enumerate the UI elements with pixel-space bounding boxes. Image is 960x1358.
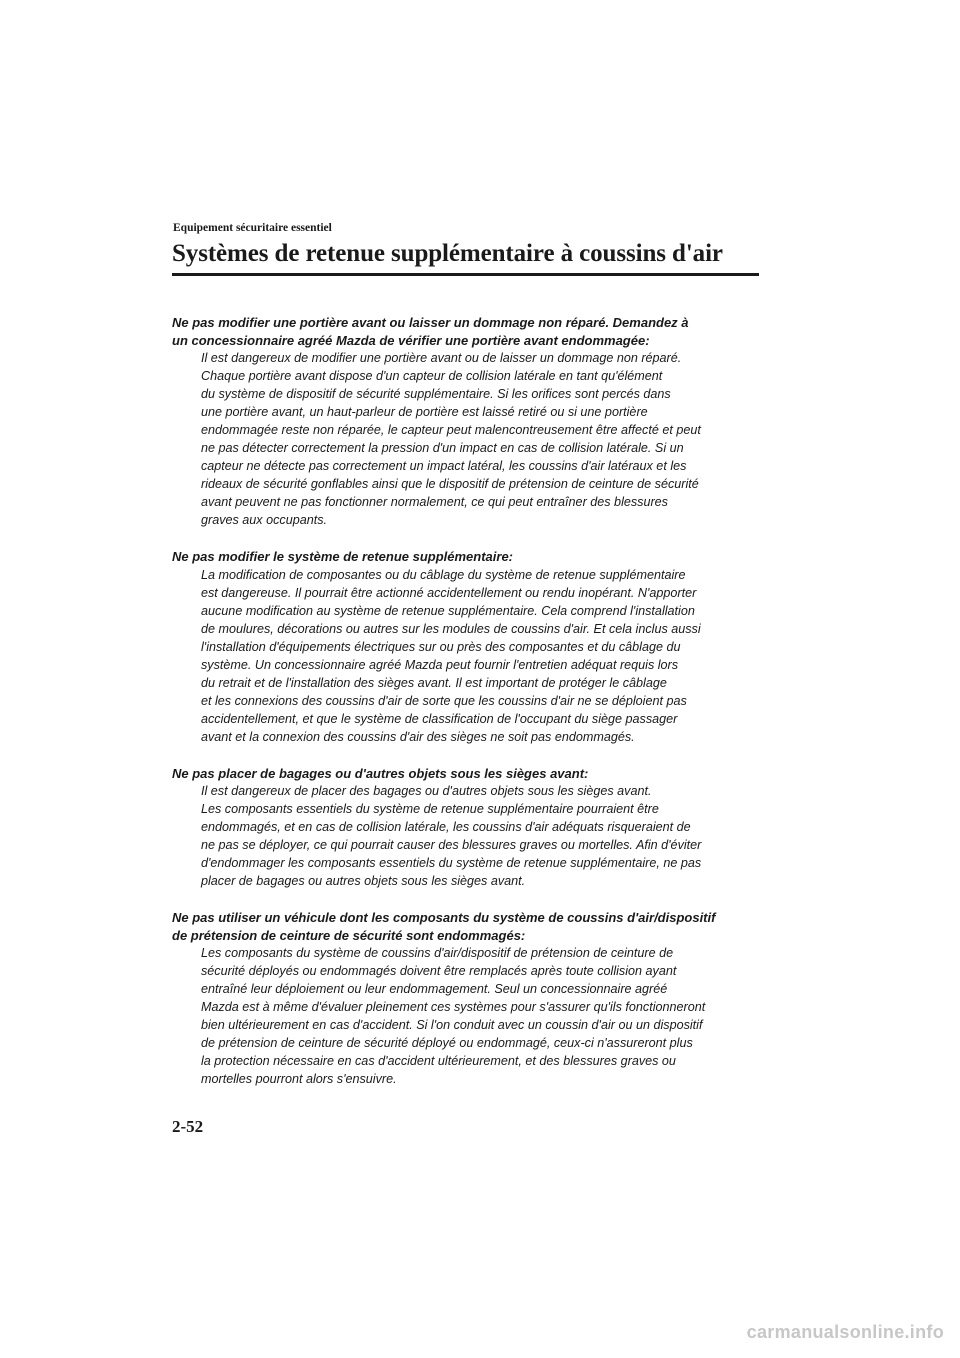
warning-srs-modification — [172, 548, 772, 746]
title-divider — [172, 273, 759, 276]
warnings-content — [172, 314, 772, 1107]
page-title: Systèmes de retenue supplémentaire à coussins d'air — [172, 240, 723, 267]
warning-body: La modification de composantes ou du câblage du système de retenue supplémentaire est dangereuse. Il pourrait être actionné accidentellement ou rendu inopérant. N'apporter aucune modification au système de retenue supplémentaire. Cela comprend l'installation de moulures, décorations ou autres sur les modules de coussins d'air. Et cela inclus aussi l'installation d'équipements électriques sur ou près des composantes et du câblage du système. Un concessionnaire agréé Mazda peut fournir l'entretien adéquat requis lors du retrait et de l'installation des sièges avant. Il est important de protéger le câblage et les connexions des coussins d'air de sorte que les coussins d'air ne se déploient pas accidentellement, et que le système de classification de l'occupant du siège passager avant et la connexion des coussins d'air des sièges ne soit pas endommagés. — [201, 567, 701, 744]
warning-heading: Ne pas modifier une portière avant ou laisser un dommage non réparé. Demandez à un concessionnaire agréé Mazda de vérifier une portière avant endommagée: — [172, 315, 689, 348]
warning-body: Il est dangereux de placer des bagages ou d'autres objets sous les sièges avant. Les composants essentiels du système de retenue supplémentaire pourraient être endommagés, et en cas de collision latérale, les coussins d'air adéquats risqueraient de ne pas se déployer, ce qui pourrait causer des blessures graves ou mortelles. Afin d'éviter d'endommager les composants essentiels du système de retenue supplémentaire, ne pas placer de bagages ou autres objets sous les sièges avant. — [201, 784, 702, 888]
warning-objects-under-seats — [172, 765, 772, 891]
watermark: carmanualsonline.info — [746, 1322, 944, 1342]
section-label: Equipement sécuritaire essentiel — [173, 222, 332, 234]
warning-body: Il est dangereux de modifier une portière avant ou de laisser un dommage non réparé. Chaque portière avant dispose d'un capteur de collision latérale en tant qu'élément du système de dispositif de sécurité supplémentaire. Si les orifices sont percés dans une portière avant, un haut-parleur de portière est laissé retiré ou si une portière endommagée reste non réparée, le capteur peut malencontreusement être affecté et peut ne pas détecter correctement la pression d'un impact en cas de collision latérale. Si un capteur ne détecte pas correctement un impact latéral, les coussins d'air latéraux et les rideaux de sécurité gonflables ainsi que le dispositif de prétension de ceinture de sécurité avant peuvent ne pas fonctionner normalement, ce qui peut entraîner des blessures graves aux occupants. — [201, 351, 701, 527]
warning-heading: Ne pas utiliser un véhicule dont les composants du système de coussins d'air/dispositif de prétension de ceinture de sécurité sont endommagés: — [172, 910, 716, 943]
warning-damaged-components — [172, 909, 772, 1088]
page-number: 2-52 — [172, 1117, 204, 1136]
warning-heading: Ne pas placer de bagages ou d'autres objets sous les sièges avant: — [172, 765, 589, 781]
warning-heading: Ne pas modifier le système de retenue supplémentaire: — [172, 549, 514, 564]
warning-door-modification — [172, 314, 772, 529]
warning-body: Les composants du système de coussins d'air/dispositif de prétension de ceinture de sécurité déployés ou endommagés doivent être remplacés après toute collision ayant entraîné leur déploiement ou leur endommagement. Seul un concessionnaire agréé Mazda est à même d'évaluer pleinement ces systèmes pour s'assurer qu'ils fonctionneront bien ultérieurement en cas d'accident. Si l'on conduit avec un coussin d'air ou un dispositif de prétension de ceinture de sécurité déployé ou endommagé, ceux-ci n'assureront plus la protection nécessaire en cas d'accident ultérieurement, et des blessures graves ou mortelles pourront alors s'ensuivre. — [201, 946, 706, 1086]
